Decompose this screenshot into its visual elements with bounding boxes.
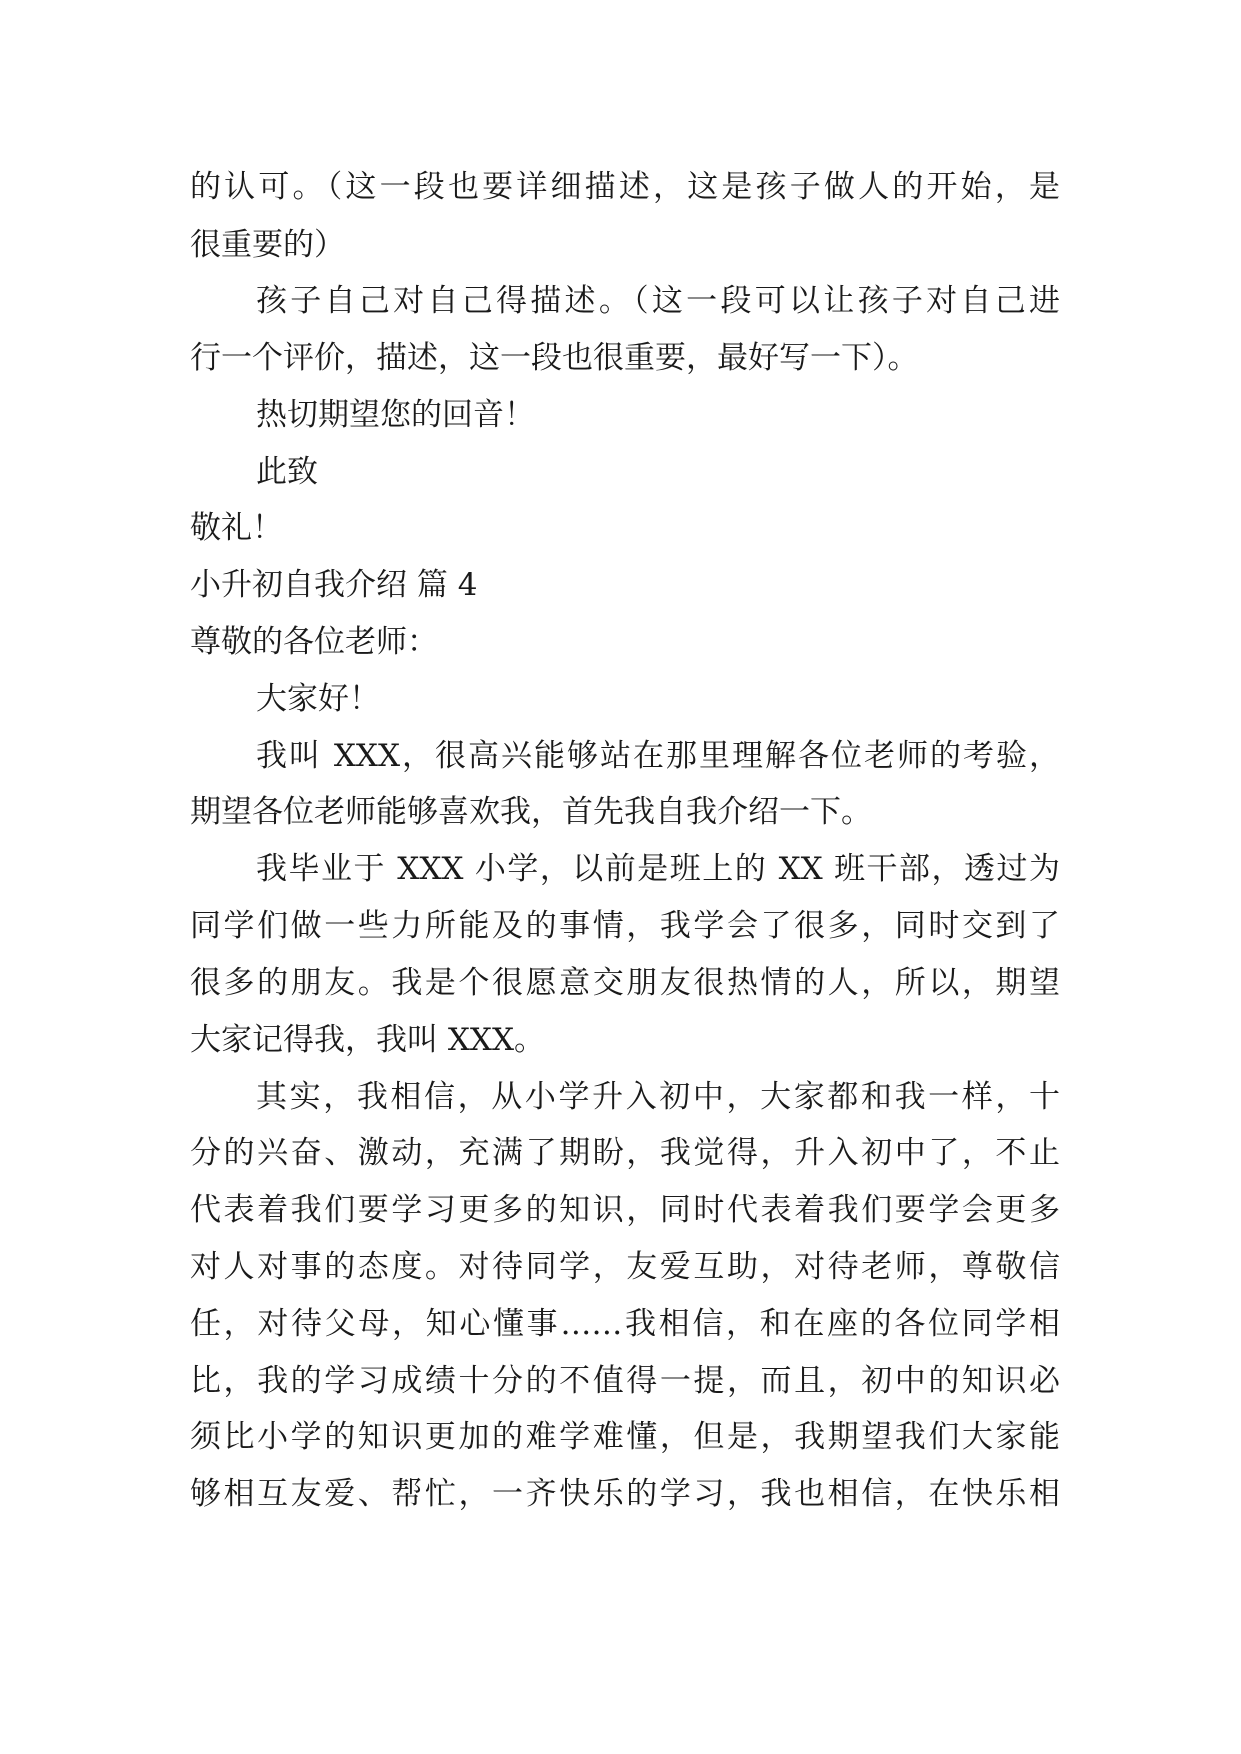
text-line: 很多的朋友。我是个很愿意交朋友很热情的人，所以，期望 bbox=[190, 965, 1060, 1001]
text-line: 期望各位老师能够喜欢我，首先我自我介绍一下。 bbox=[190, 794, 872, 830]
text-line: 尊敬的各位老师： bbox=[190, 624, 438, 660]
text-line: 我叫 XXX，很高兴能够站在那里理解各位老师的考验， bbox=[256, 738, 1060, 774]
text-line: 须比小学的知识更加的难学难懂，但是，我期望我们大家能 bbox=[190, 1419, 1060, 1455]
text-line: 够相互友爱、帮忙，一齐快乐的学习，我也相信，在快乐相 bbox=[190, 1476, 1060, 1512]
text-line: 任，对待父母，知心懂事……我相信，和在座的各位同学相 bbox=[190, 1306, 1060, 1342]
text-line: 比，我的学习成绩十分的不值得一提，而且，初中的知识必 bbox=[190, 1363, 1060, 1399]
text-line: 很重要的） bbox=[190, 227, 345, 263]
text-line: 大家好！ bbox=[256, 681, 380, 717]
text-line: 同学们做一些力所能及的事情，我学会了很多，同时交到了 bbox=[190, 908, 1060, 944]
text-line: 其实，我相信，从小学升入初中，大家都和我一样，十 bbox=[256, 1079, 1060, 1115]
text-line: 热切期望您的回音！ bbox=[256, 397, 535, 433]
text-line: 我毕业于 XXX 小学，以前是班上的 XX 班干部，透过为 bbox=[256, 851, 1060, 887]
text-line: 分的兴奋、激动，充满了期盼，我觉得，升入初中了，不止 bbox=[190, 1135, 1060, 1171]
text-line: 行一个评价，描述，这一段也很重要，最好写一下）。 bbox=[190, 340, 919, 376]
text-line: 此致 bbox=[256, 454, 318, 490]
text-line: 孩子自己对自己得描述。（这一段可以让孩子对自己进 bbox=[256, 283, 1060, 319]
text-line: 对人对事的态度。对待同学，友爱互助，对待老师，尊敬信 bbox=[190, 1249, 1060, 1285]
text-line: 大家记得我，我叫 XXX。 bbox=[190, 1022, 546, 1058]
text-line: 敬礼！ bbox=[190, 510, 283, 546]
text-line: 代表着我们要学习更多的知识，同时代表着我们要学会更多 bbox=[190, 1192, 1060, 1228]
text-line: 的认可。（这一段也要详细描述，这是孩子做人的开始，是 bbox=[190, 169, 1060, 205]
section-heading: 小升初自我介绍 篇 4 bbox=[190, 567, 478, 603]
